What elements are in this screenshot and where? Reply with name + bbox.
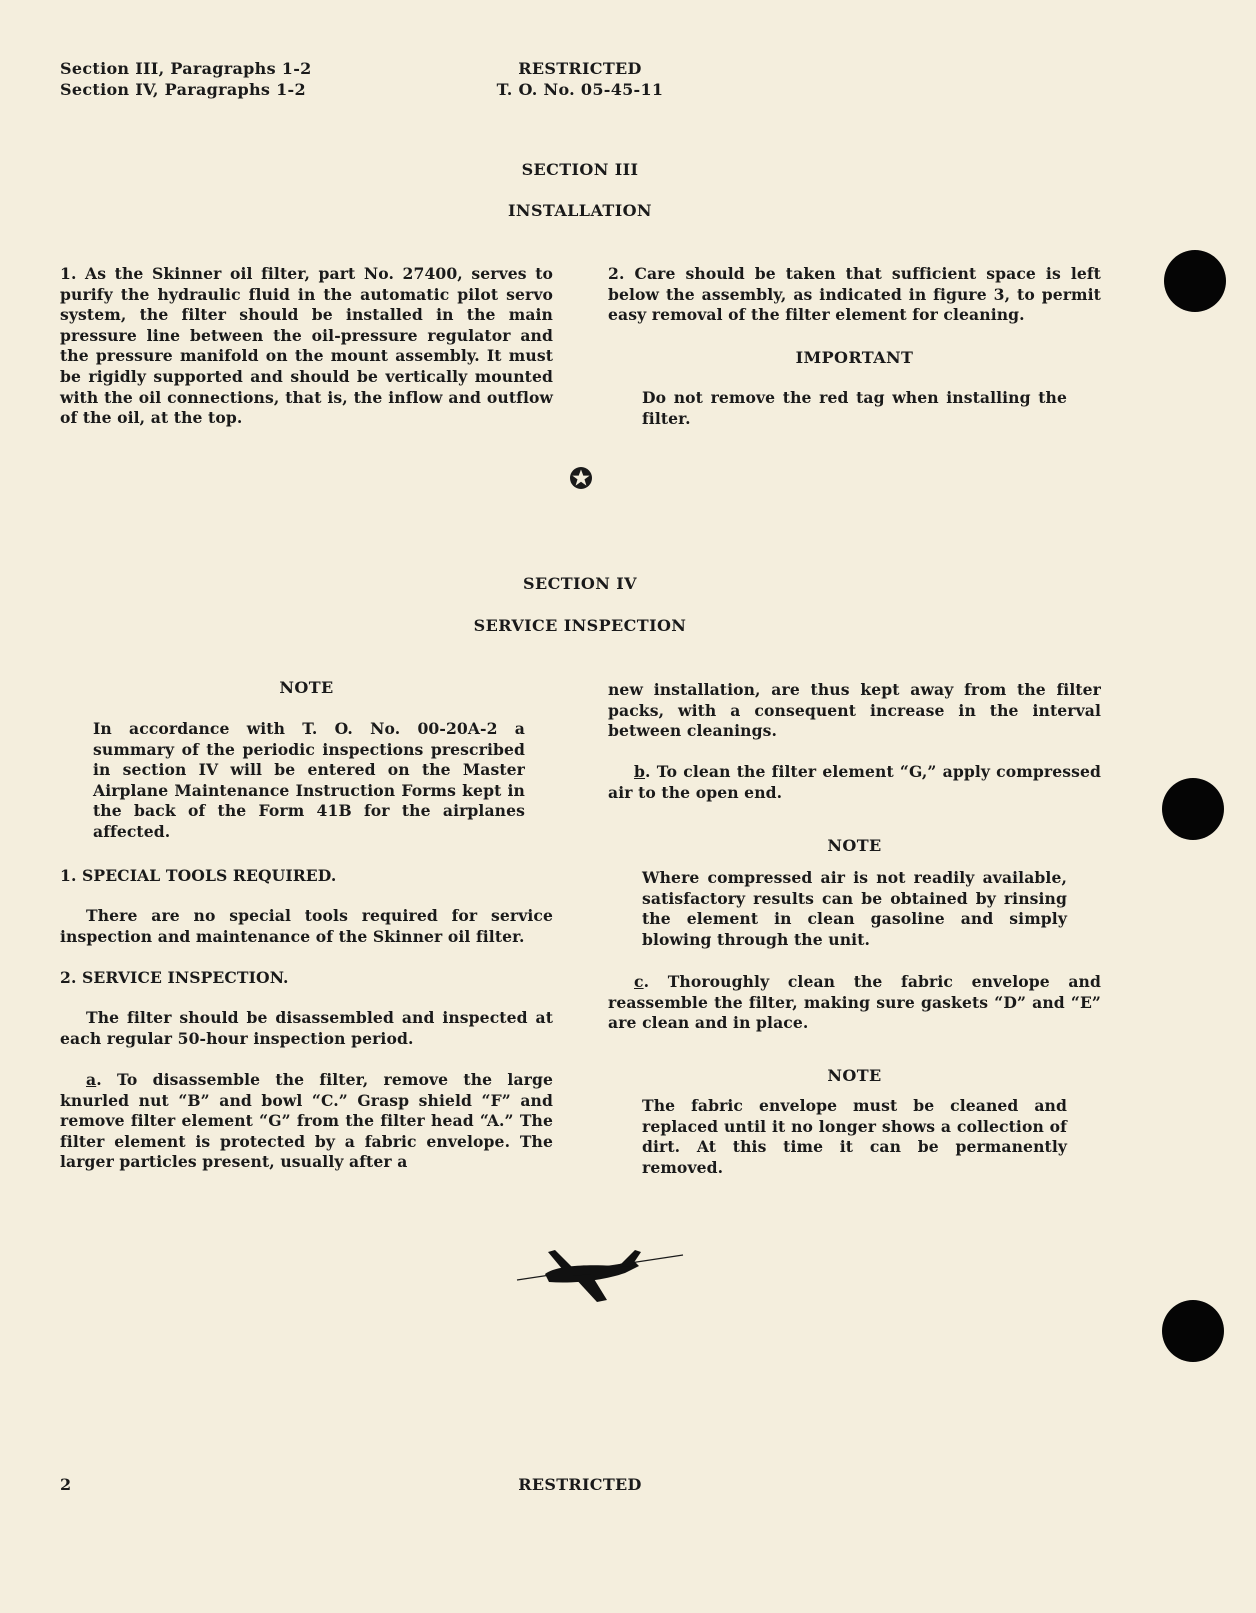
- binder-hole-top: [1164, 250, 1226, 312]
- step-b: [608, 762, 1101, 803]
- footer-classification: RESTRICTED: [518, 1475, 642, 1494]
- airplane-emblem-icon: [515, 1240, 685, 1310]
- note3-heading: NOTE: [827, 1066, 882, 1085]
- section4-subtitle: SERVICE INSPECTION: [473, 616, 687, 635]
- note2-text: Where compressed air is not readily available, satisfactory results can be obtained by rinsing the element in clean gasoline and simply blowing through the unit.: [642, 868, 1067, 949]
- important-heading: IMPORTANT: [795, 348, 914, 367]
- note3-text: The fabric envelope must be cleaned and replaced until it no longer shows a collection of dirt. At this time it can be permanently removed.: [642, 1096, 1067, 1177]
- section4-title: SECTION IV: [523, 574, 637, 593]
- binder-hole-bottom: [1162, 1300, 1224, 1362]
- note2-heading: NOTE: [827, 836, 882, 855]
- step-b-letter: b: [634, 762, 646, 781]
- step-b-text: . To clean the filter element “G,” apply compressed air to the open end.: [608, 762, 1101, 802]
- header-left: [60, 58, 312, 100]
- note1-heading: NOTE: [279, 678, 334, 697]
- header-center: [480, 58, 680, 100]
- section3-paragraph-2: 2. Care should be taken that sufficient space is left below the assembly, as indicated in figure 3, to permit easy removal of the filter element for cleaning.: [608, 264, 1101, 325]
- section3-title: SECTION III: [521, 160, 639, 179]
- section3-subtitle: INSTALLATION: [508, 201, 652, 220]
- step-a-letter: a: [86, 1070, 97, 1089]
- item1-text: There are no special tools required for service inspection and maintenance of the Skinner oil filter.: [60, 906, 553, 946]
- step-c-letter: c: [634, 972, 644, 991]
- page-number: 2: [60, 1475, 72, 1494]
- header-classification: RESTRICTED: [518, 59, 642, 78]
- step-c-text: . Thoroughly clean the fabric envelope and reassemble the filter, making sure gaskets “D” and “E” are clean and in place.: [608, 972, 1101, 1033]
- binder-hole-middle: [1162, 778, 1224, 840]
- item2-text: The filter should be disassembled and inspected at each regular 50-hour inspection period.: [60, 1008, 553, 1048]
- star-emblem-icon: [569, 466, 593, 490]
- header-tech-order: T. O. No. 05-45-11: [496, 80, 664, 99]
- step-a-text: . To disassemble the filter, remove the large knurled nut “B” and bowl “C.” Grasp shield “F” and remove filter element “G” from the filter head “A.” The filter element is protected by a fabric envelope. The larger particles present, usually after a: [60, 1070, 553, 1172]
- header-left-line1: Section III, Paragraphs 1-2: [60, 59, 312, 78]
- item2-heading: 2. SERVICE INSPECTION.: [60, 968, 289, 987]
- note1-text: In accordance with T. O. No. 00-20A-2 a summary of the periodic inspections prescribed in section IV will be entered on the Master Airplane Maintenance Instruction Forms kept in the back of the Form 41B for the airplanes affected.: [93, 719, 525, 841]
- step-a: [60, 1070, 553, 1173]
- section3-paragraph-1: 1. As the Skinner oil filter, part No. 27400, serves to purify the hydraulic fluid in the automatic pilot servo system, the filter should be installed in the main pressure line between the oil-pressure regulator and the pressure manifold on the mount assembly. It must be rigidly supported and should be vertically mounted with the oil connections, that is, the inflow and outflow of the oil, at the top.: [60, 264, 553, 428]
- step-a-continued: new installation, are thus kept away from the filter packs, with a consequent increase in the interval between cleanings.: [608, 680, 1101, 741]
- header-left-line2: Section IV, Paragraphs 1-2: [60, 80, 306, 99]
- important-text: Do not remove the red tag when installing the filter.: [642, 388, 1067, 428]
- step-c: [608, 972, 1101, 1034]
- item1-heading: 1. SPECIAL TOOLS REQUIRED.: [60, 866, 337, 885]
